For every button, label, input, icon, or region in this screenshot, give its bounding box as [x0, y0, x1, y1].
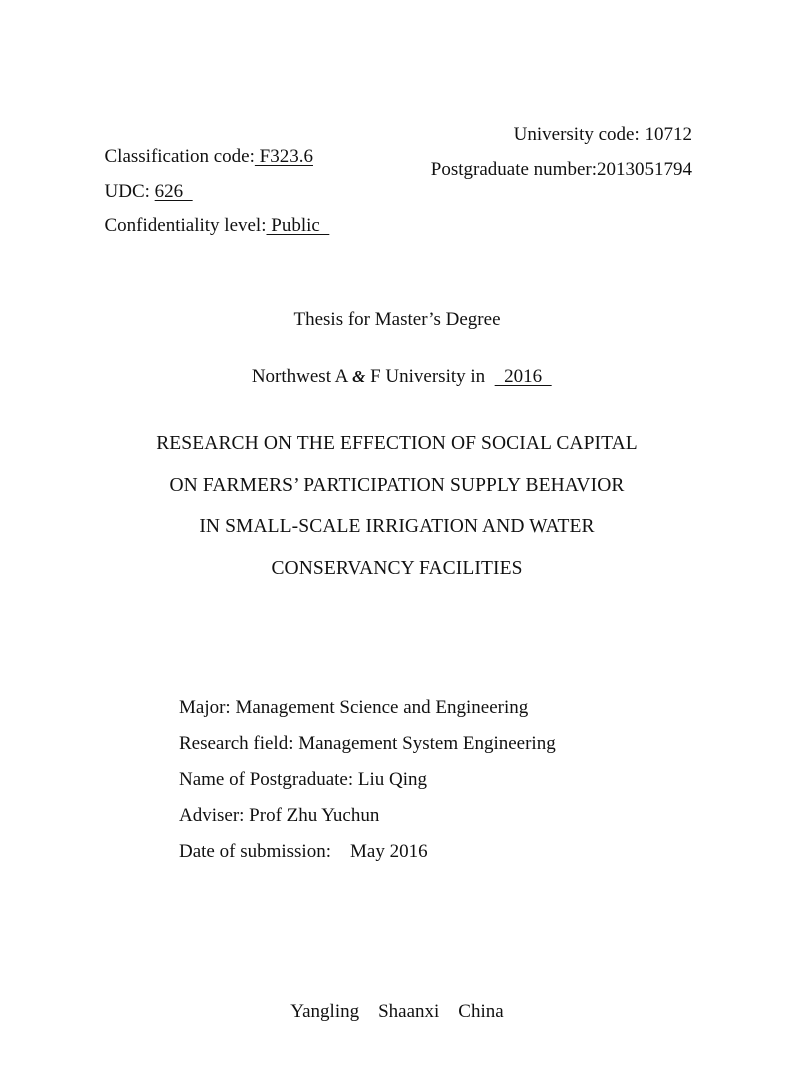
- ampersand-glyph: &: [352, 367, 366, 386]
- confidentiality-value: Public: [266, 215, 330, 236]
- confidentiality-label: Confidentiality level:: [104, 215, 267, 236]
- postgraduate-number: Postgraduate number:2013051794: [430, 159, 692, 180]
- degree-year: 2016: [494, 366, 552, 387]
- submission-date: Date of submission: May 2016: [179, 841, 428, 862]
- research-field: Research field: Management System Engineering: [179, 733, 556, 754]
- location-footer: Yangling Shaanxi China: [290, 1001, 504, 1022]
- confidentiality-level: [95, 193, 329, 237]
- thesis-degree-line: Thesis for Master’s Degree: [293, 309, 501, 330]
- udc-value: 626: [154, 181, 193, 202]
- university-code: University code: 10712: [513, 124, 692, 145]
- university-year-line: [0, 344, 794, 388]
- adviser: Adviser: Prof Zhu Yuchun: [179, 805, 380, 826]
- title-line-3: IN SMALL-SCALE IRRIGATION AND WATER: [199, 516, 595, 537]
- classification-code-label: Classification code:: [104, 146, 255, 167]
- title-line-2: ON FARMERS’ PARTICIPATION SUPPLY BEHAVIOR: [169, 475, 625, 496]
- university-prefix: Northwest A: [251, 366, 353, 387]
- title-line-4: CONSERVANCY FACILITIES: [271, 558, 523, 579]
- university-suffix: F University in: [365, 366, 495, 387]
- udc-label: UDC:: [104, 181, 155, 202]
- classification-code-value: F323.6: [254, 146, 313, 167]
- postgraduate-name: Name of Postgraduate: Liu Qing: [179, 769, 428, 790]
- major: Major: Management Science and Engineering: [179, 697, 529, 718]
- title-line-1: RESEARCH ON THE EFFECTION OF SOCIAL CAPITAL: [156, 433, 638, 454]
